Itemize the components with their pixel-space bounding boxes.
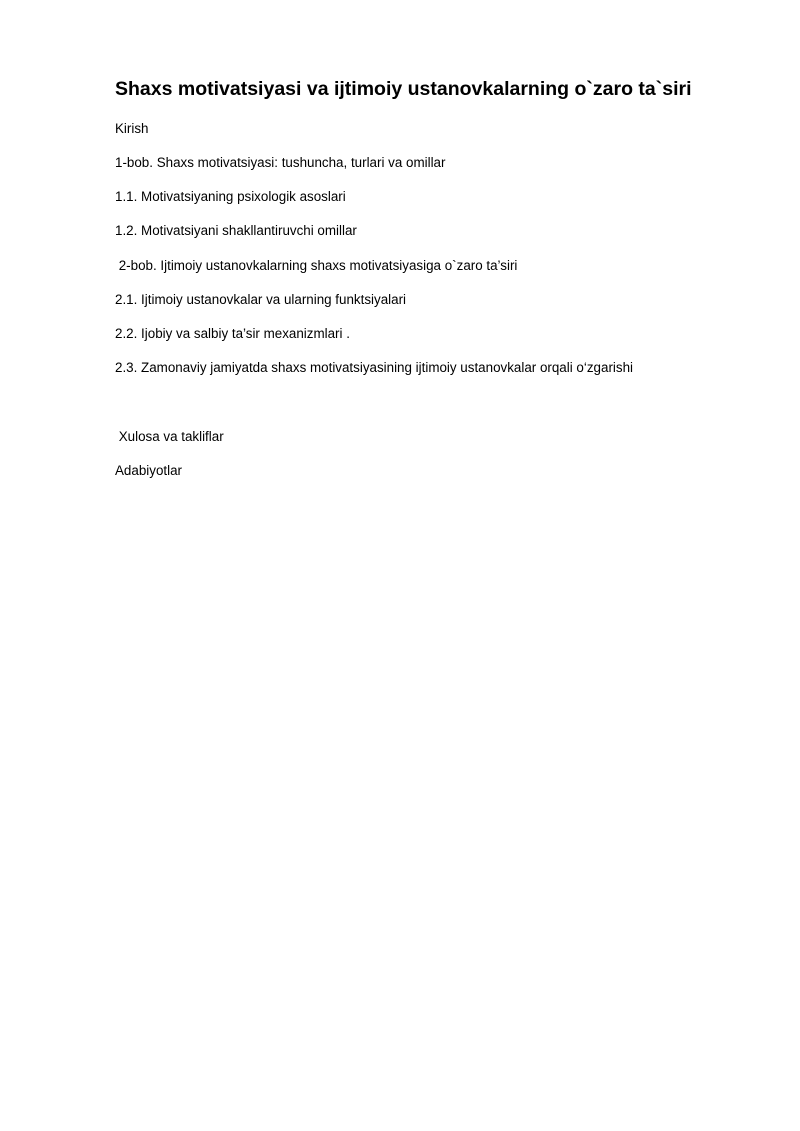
toc-item-conclusion: Xulosa va takliflar	[115, 429, 224, 444]
document-title: Shaxs motivatsiyasi va ijtimoiy ustanovkalarning o`zaro ta`siri	[115, 78, 692, 100]
toc-item-introduction: Kirish	[115, 121, 149, 136]
toc-item-section-1-1: 1.1. Motivatsiyaning psixologik asoslari	[115, 189, 346, 204]
toc-item-references: Adabiyotlar	[115, 463, 182, 478]
toc-item-section-1-2: 1.2. Motivatsiyani shakllantiruvchi omillar	[115, 223, 357, 238]
toc-item-section-2-1: 2.1. Ijtimoiy ustanovkalar va ularning funktsiyalari	[115, 292, 407, 307]
toc-item-section-2-2: 2.2. Ijobiy va salbiy ta’sir mexanizmlari .	[115, 326, 350, 341]
toc-item-chapter-1: 1-bob. Shaxs motivatsiyasi: tushuncha, turlari va omillar	[115, 155, 446, 170]
toc-item-chapter-2: 2-bob. Ijtimoiy ustanovkalarning shaxs motivatsiyasiga o`zaro ta’siri	[115, 258, 518, 273]
toc-item-section-2-3: 2.3. Zamonaviy jamiyatda shaxs motivatsiyasining ijtimoiy ustanovkalar orqali o‘zgarishi	[115, 360, 633, 375]
